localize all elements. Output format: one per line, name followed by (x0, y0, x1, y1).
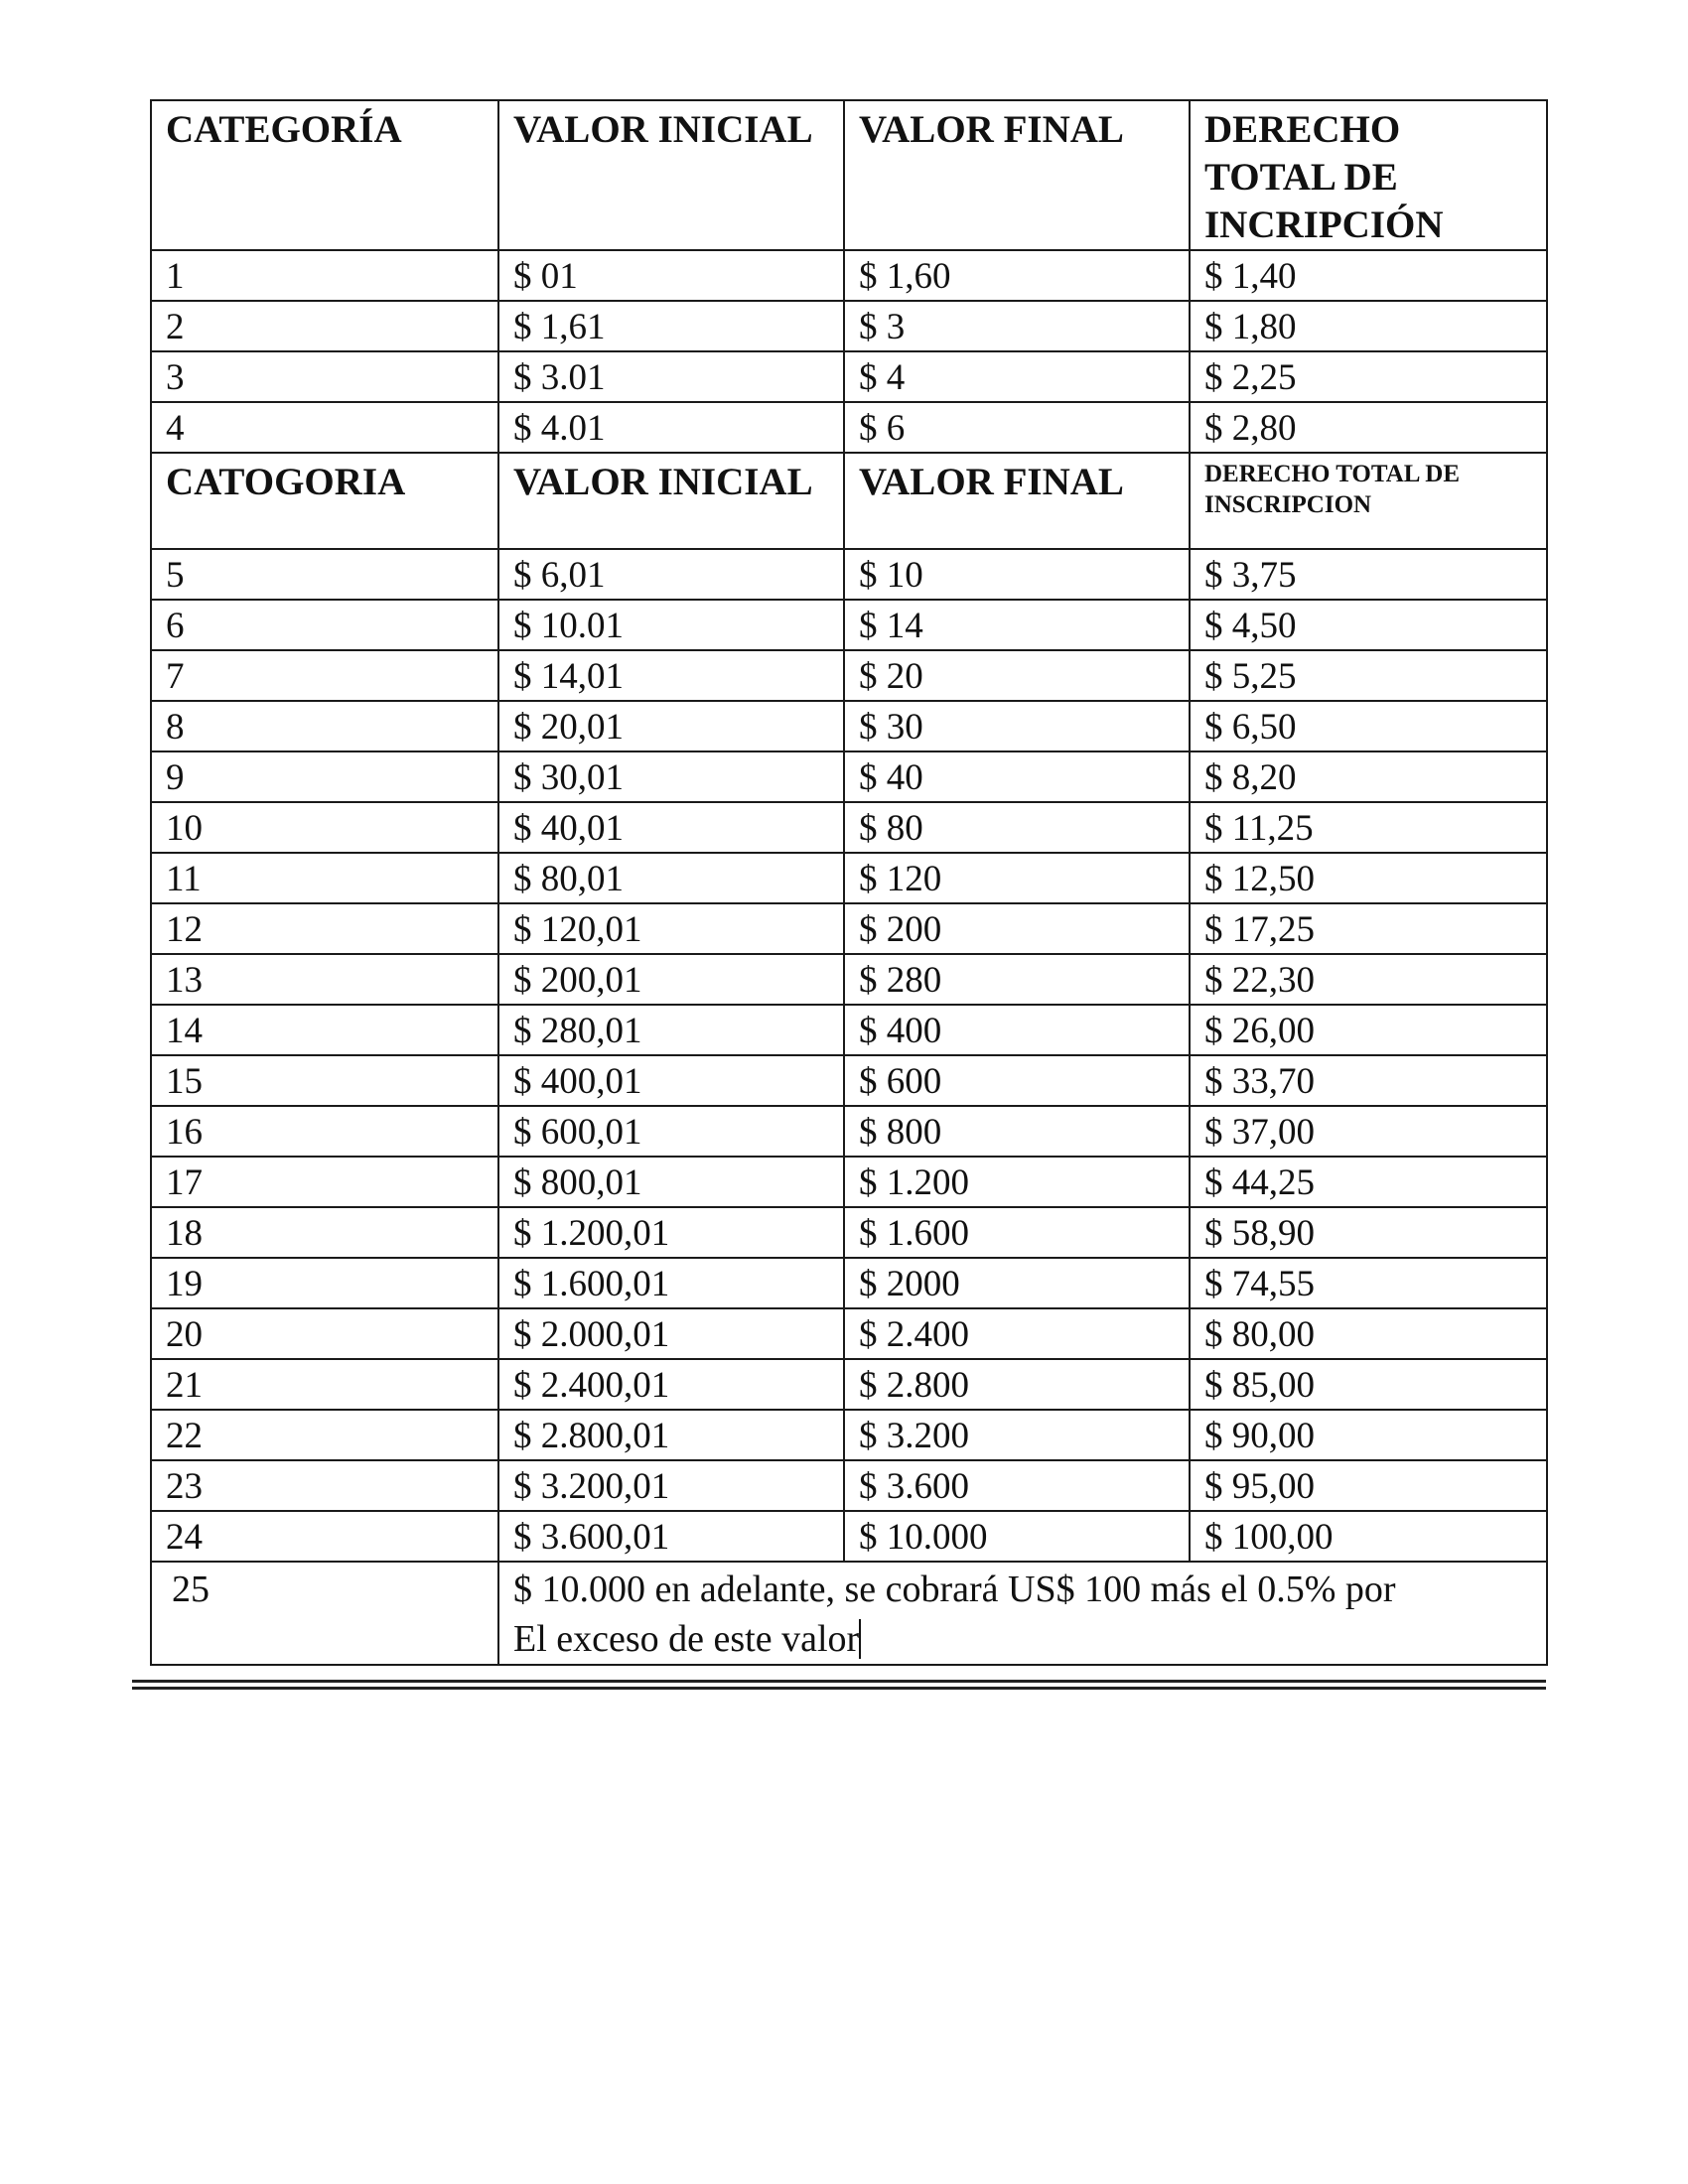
fee-cell: $ 2,25 (1190, 351, 1547, 402)
final-value-cell: $ 200 (844, 903, 1190, 954)
header-cell-category: CATEGORÍA (151, 100, 498, 250)
final-value-cell: $ 40 (844, 751, 1190, 802)
category-cell: 20 (151, 1308, 498, 1359)
initial-value-cell: $ 280,01 (498, 1005, 844, 1055)
category-cell: 19 (151, 1258, 498, 1308)
fee-cell: $ 2,80 (1190, 402, 1547, 453)
initial-value-cell: $ 14,01 (498, 650, 844, 701)
final-value-cell: $ 3.200 (844, 1410, 1190, 1460)
table-row (151, 301, 1547, 351)
initial-value-cell: $ 2.800,01 (498, 1410, 844, 1460)
fee-cell: $ 17,25 (1190, 903, 1547, 954)
fee-cell: $ 37,00 (1190, 1106, 1547, 1157)
table-row (151, 1308, 1547, 1359)
initial-value-cell: $ 200,01 (498, 954, 844, 1005)
registration-fee-table (150, 99, 1548, 1666)
note-cell (498, 1562, 1547, 1665)
final-value-cell: $ 1.200 (844, 1157, 1190, 1207)
fee-cell: $ 33,70 (1190, 1055, 1547, 1106)
initial-value-cell: $ 3.01 (498, 351, 844, 402)
table-row (151, 903, 1547, 954)
category-cell: 2 (151, 301, 498, 351)
table-row (151, 701, 1547, 751)
category-cell: 11 (151, 853, 498, 903)
bottom-double-rule (132, 1687, 1546, 1690)
initial-value-cell: $ 6,01 (498, 549, 844, 600)
category-cell: 16 (151, 1106, 498, 1157)
table-row (151, 1207, 1547, 1258)
header-cell-final-value: VALOR FINAL (844, 453, 1190, 549)
table-row (151, 751, 1547, 802)
table-row (151, 1157, 1547, 1207)
table-row (151, 250, 1547, 301)
table-row (151, 1359, 1547, 1410)
fee-cell: $ 44,25 (1190, 1157, 1547, 1207)
final-value-cell: $ 2.800 (844, 1359, 1190, 1410)
fee-cell: $ 26,00 (1190, 1005, 1547, 1055)
fee-cell: $ 85,00 (1190, 1359, 1547, 1410)
initial-value-cell: $ 10.01 (498, 600, 844, 650)
final-value-cell: $ 14 (844, 600, 1190, 650)
table-row (151, 1460, 1547, 1511)
text-cursor (859, 1619, 861, 1659)
fee-cell: $ 74,55 (1190, 1258, 1547, 1308)
fee-cell: $ 22,30 (1190, 954, 1547, 1005)
category-cell: 14 (151, 1005, 498, 1055)
bottom-double-rule (132, 1680, 1546, 1683)
note-line-2: El exceso de este valor (513, 1618, 860, 1660)
header-cell-initial-value: VALOR INICIAL (498, 100, 844, 250)
initial-value-cell: $ 3.200,01 (498, 1460, 844, 1511)
category-cell: 18 (151, 1207, 498, 1258)
header-row-repeat (151, 453, 1547, 549)
final-value-cell: $ 280 (844, 954, 1190, 1005)
table-row (151, 1055, 1547, 1106)
initial-value-cell: $ 400,01 (498, 1055, 844, 1106)
initial-value-cell: $ 120,01 (498, 903, 844, 954)
header-cell-final-value: VALOR FINAL (844, 100, 1190, 250)
fee-cell: $ 1,80 (1190, 301, 1547, 351)
final-value-cell: $ 1.600 (844, 1207, 1190, 1258)
final-value-cell: $ 3.600 (844, 1460, 1190, 1511)
initial-value-cell: $ 20,01 (498, 701, 844, 751)
final-value-cell: $ 400 (844, 1005, 1190, 1055)
fee-cell: $ 58,90 (1190, 1207, 1547, 1258)
final-value-cell: $ 20 (844, 650, 1190, 701)
final-value-cell: $ 4 (844, 351, 1190, 402)
table-row (151, 549, 1547, 600)
fee-cell: $ 80,00 (1190, 1308, 1547, 1359)
table-row (151, 402, 1547, 453)
fee-cell: $ 90,00 (1190, 1410, 1547, 1460)
final-value-cell: $ 600 (844, 1055, 1190, 1106)
table-row (151, 1005, 1547, 1055)
initial-value-cell: $ 01 (498, 250, 844, 301)
final-value-cell: $ 3 (844, 301, 1190, 351)
fee-cell: $ 12,50 (1190, 853, 1547, 903)
fee-cell: $ 4,50 (1190, 600, 1547, 650)
initial-value-cell: $ 40,01 (498, 802, 844, 853)
table-row (151, 1258, 1547, 1308)
header-cell-initial-value: VALOR INICIAL (498, 453, 844, 549)
initial-value-cell: $ 3.600,01 (498, 1511, 844, 1562)
table-row (151, 351, 1547, 402)
table-row (151, 1410, 1547, 1460)
initial-value-cell: $ 800,01 (498, 1157, 844, 1207)
category-cell: 4 (151, 402, 498, 453)
category-cell: 6 (151, 600, 498, 650)
initial-value-cell: $ 30,01 (498, 751, 844, 802)
final-value-cell: $ 10.000 (844, 1511, 1190, 1562)
table-row (151, 1106, 1547, 1157)
final-value-cell: $ 2.400 (844, 1308, 1190, 1359)
initial-value-cell: $ 2.400,01 (498, 1359, 844, 1410)
final-value-cell: $ 6 (844, 402, 1190, 453)
initial-value-cell: $ 80,01 (498, 853, 844, 903)
category-cell: 25 (151, 1562, 498, 1665)
fee-cell: $ 8,20 (1190, 751, 1547, 802)
fee-cell: $ 6,50 (1190, 701, 1547, 751)
table-row (151, 954, 1547, 1005)
initial-value-cell: $ 1.200,01 (498, 1207, 844, 1258)
final-value-cell: $ 30 (844, 701, 1190, 751)
final-value-cell: $ 2000 (844, 1258, 1190, 1308)
initial-value-cell: $ 600,01 (498, 1106, 844, 1157)
final-value-cell: $ 1,60 (844, 250, 1190, 301)
fee-cell: $ 5,25 (1190, 650, 1547, 701)
category-cell: 21 (151, 1359, 498, 1410)
category-cell: 10 (151, 802, 498, 853)
final-value-cell: $ 800 (844, 1106, 1190, 1157)
fee-cell: $ 3,75 (1190, 549, 1547, 600)
category-cell: 7 (151, 650, 498, 701)
table-row-final (151, 1562, 1547, 1665)
category-cell: 9 (151, 751, 498, 802)
initial-value-cell: $ 1,61 (498, 301, 844, 351)
table-row (151, 853, 1547, 903)
category-cell: 13 (151, 954, 498, 1005)
category-cell: 1 (151, 250, 498, 301)
category-cell: 22 (151, 1410, 498, 1460)
category-cell: 8 (151, 701, 498, 751)
header-row (151, 100, 1547, 250)
category-cell: 23 (151, 1460, 498, 1511)
table-row (151, 650, 1547, 701)
category-cell: 12 (151, 903, 498, 954)
header-cell-total-fee: DERECHO TOTAL DE INCRIPCIÓN (1190, 100, 1547, 250)
table-row (151, 802, 1547, 853)
note-line-1: $ 10.000 en adelante, se cobrará US$ 100 más el 0.5% por (513, 1569, 1396, 1610)
initial-value-cell: $ 1.600,01 (498, 1258, 844, 1308)
table-row (151, 1511, 1547, 1562)
initial-value-cell: $ 4.01 (498, 402, 844, 453)
final-value-cell: $ 80 (844, 802, 1190, 853)
table-row (151, 600, 1547, 650)
header-cell-total-fee: DERECHO TOTAL DE INSCRIPCION (1190, 453, 1547, 549)
category-cell: 5 (151, 549, 498, 600)
fee-cell: $ 1,40 (1190, 250, 1547, 301)
fee-cell: $ 100,00 (1190, 1511, 1547, 1562)
category-cell: 17 (151, 1157, 498, 1207)
category-cell: 24 (151, 1511, 498, 1562)
final-value-cell: $ 120 (844, 853, 1190, 903)
header-cell-category: CATOGORIA (151, 453, 498, 549)
category-cell: 15 (151, 1055, 498, 1106)
category-cell: 3 (151, 351, 498, 402)
fee-cell: $ 95,00 (1190, 1460, 1547, 1511)
initial-value-cell: $ 2.000,01 (498, 1308, 844, 1359)
final-value-cell: $ 10 (844, 549, 1190, 600)
fee-cell: $ 11,25 (1190, 802, 1547, 853)
